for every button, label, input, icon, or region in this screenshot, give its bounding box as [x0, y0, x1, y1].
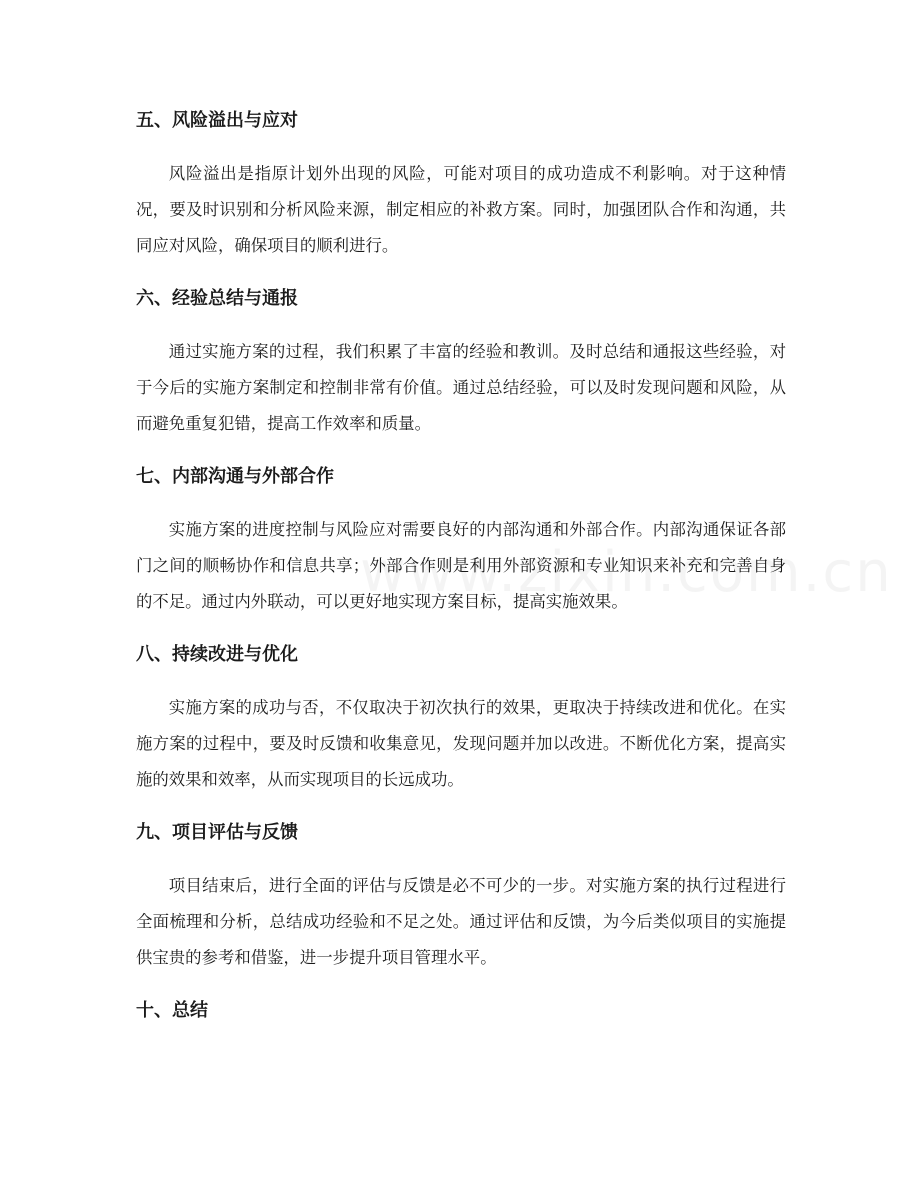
section-heading: 六、经验总结与通报: [136, 288, 298, 309]
section-10: [136, 996, 786, 1026]
document-page: [136, 106, 786, 1026]
section-heading: 七、内部沟通与外部合作: [136, 466, 334, 487]
section-paragraph: 通过实施方案的过程，我们积累了丰富的经验和教训。及时总结和通报这些经验，对于今后的实施方案制定和控制非常有价值。通过总结经验，可以及时发现问题和风险，从而避免重复犯错，提高工作效率和质量。: [136, 342, 786, 433]
section-7: [136, 462, 786, 620]
section-9: [136, 818, 786, 976]
section-heading: 九、项目评估与反馈: [136, 822, 298, 843]
section-heading: 八、持续改进与优化: [136, 644, 298, 665]
section-heading: 五、风险溢出与应对: [136, 110, 298, 131]
section-5: [136, 106, 786, 264]
section-heading: 十、总结: [136, 1000, 208, 1021]
section-6: [136, 284, 786, 442]
section-paragraph: 实施方案的进度控制与风险应对需要良好的内部沟通和外部合作。内部沟通保证各部门之间的顺畅协作和信息共享；外部合作则是利用外部资源和专业知识来补充和完善自身的不足。通过内外联动，可以更好地实现方案目标，提高实施效果。: [136, 520, 786, 611]
section-8: [136, 640, 786, 798]
section-paragraph: 风险溢出是指原计划外出现的风险，可能对项目的成功造成不利影响。对于这种情况，要及时识别和分析风险来源，制定相应的补救方案。同时，加强团队合作和沟通，共同应对风险，确保项目的顺利进行。: [136, 164, 786, 255]
section-paragraph: 实施方案的成功与否，不仅取决于初次执行的效果，更取决于持续改进和优化。在实施方案的过程中，要及时反馈和收集意见，发现问题并加以改进。不断优化方案，提高实施的效果和效率，从而实现项目的长远成功。: [136, 698, 786, 789]
section-paragraph: 项目结束后，进行全面的评估与反馈是必不可少的一步。对实施方案的执行过程进行全面梳理和分析，总结成功经验和不足之处。通过评估和反馈，为今后类似项目的实施提供宝贵的参考和借鉴，进一步提升项目管理水平。: [136, 876, 786, 967]
